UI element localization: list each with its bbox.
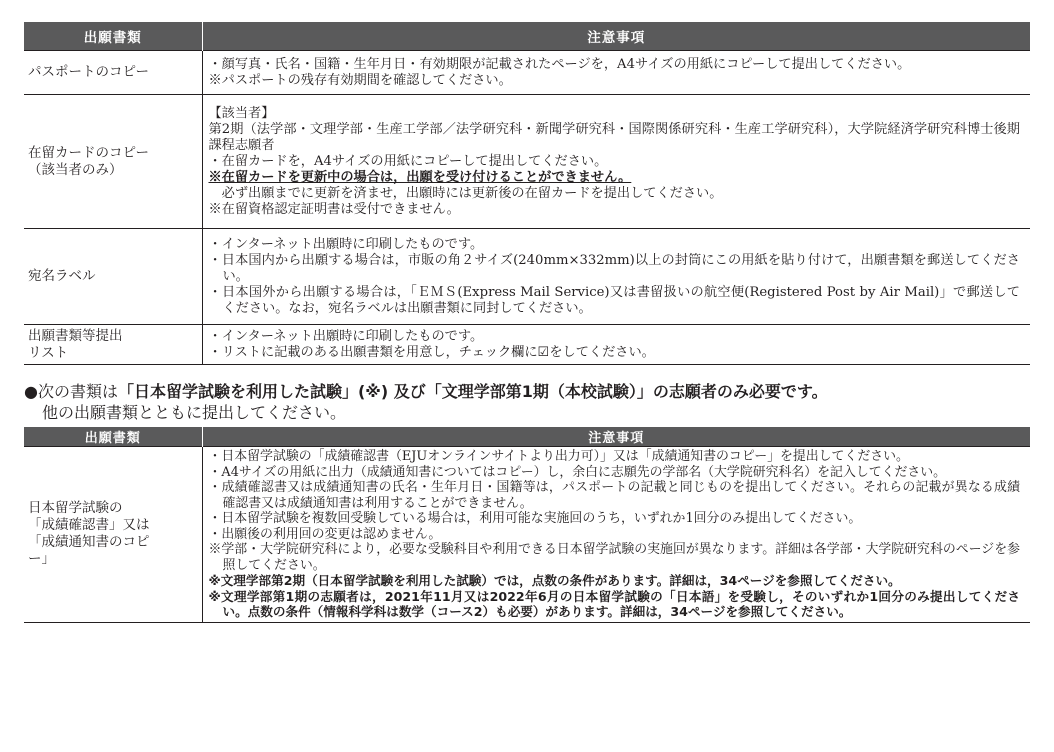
note-line: ※在留資格認定証明書は受付できません。 bbox=[208, 201, 460, 217]
table-row-passport bbox=[24, 51, 1030, 95]
label-line: 日本留学試験の bbox=[28, 500, 123, 517]
label-line: 宛名ラベル bbox=[28, 268, 96, 284]
label-line: （該当者のみ） bbox=[28, 161, 123, 178]
note-line: ・顔写真・氏名・国籍・生年月日・有効期限が記載されたページを，A4サイズの用紙にコピーして提出してください。 bbox=[208, 56, 911, 72]
note-line: ・日本留学試験を複数回受験している場合は，利用可能な実施回のうち，いずれか1回分のみ提出してください。 bbox=[208, 511, 862, 526]
table-row-submission-list bbox=[24, 325, 1030, 365]
row-notes bbox=[202, 95, 1030, 229]
note-line: 必ず出願までに更新を済ませ，出願時には更新後の在留カードを提出してください。 bbox=[208, 185, 723, 201]
row-label bbox=[24, 51, 202, 95]
row-label bbox=[24, 325, 202, 365]
row-label bbox=[24, 447, 202, 623]
note-line: ※パスポートの残存有効期間を確認してください。 bbox=[208, 72, 512, 88]
note-line-warning: ※在留カードを更新中の場合は，出願を受け付けることができません。 bbox=[208, 169, 632, 185]
table-row-eju-score bbox=[24, 447, 1030, 623]
heading-lead: ●次の書類は bbox=[24, 382, 118, 401]
header-notes: 注意事項 bbox=[202, 22, 1030, 51]
note-line: ・リストに記載のある出願書類を用意し，チェック欄に☑をしてください。 bbox=[208, 344, 655, 360]
documents-table bbox=[24, 22, 1030, 365]
header-notes: 注意事項 bbox=[202, 427, 1030, 447]
row-label bbox=[24, 95, 202, 229]
note-line: 【該当者】 bbox=[208, 105, 275, 121]
label-line: パスポートのコピー bbox=[28, 64, 149, 80]
note-line-bold: ※文理学部第1期の志願者は，2021年11月又は2022年6月の日本留学試験の「日本語」を受験し，そのいずれか1回分のみ提出してください。点数の条件（情報科学科は数学（コース2）も必要）があります。詳細は，34ページを参照してください。 bbox=[208, 588, 1020, 619]
header-documents: 出願書類 bbox=[24, 427, 202, 447]
note-line: ・A4サイズの用紙に出力（成績通知書についてはコピー）し，余白に志願先の学部名（大学院研究科名）を記入してください。 bbox=[208, 464, 947, 480]
heading-second-line: 他の出願書類とともに提出してください。 bbox=[42, 403, 347, 422]
note-line: ・日本国内から出願する場合は，市販の角２サイズ(240mm×332mm)以上の封筒にこの用紙を貼り付けて，出願書類を郵送してください。 bbox=[208, 252, 1020, 284]
row-notes bbox=[202, 325, 1030, 365]
label-line: リスト bbox=[28, 344, 69, 361]
note-line: 第2期（法学部・文理学部・生産工学部／法学研究科・新聞学研究科・国際関係研究科・生産工学研究科），大学院経済学研究科博士後期課程志願者 bbox=[208, 121, 1020, 153]
row-notes bbox=[202, 229, 1030, 325]
row-notes bbox=[202, 51, 1030, 95]
note-line: ・日本留学試験の「成績確認書（EJUオンラインサイトより出力可）」又は「成績通知書のコピー」を提出してください。 bbox=[208, 449, 909, 464]
note-line: ・インターネット出願時に印刷したものです。 bbox=[208, 236, 484, 252]
table-header-row bbox=[24, 22, 1030, 51]
row-notes bbox=[202, 447, 1030, 623]
table-header-row bbox=[24, 427, 1030, 447]
label-line: ー」 bbox=[28, 551, 55, 568]
section-heading bbox=[24, 381, 1030, 423]
label-line: 出願書類等提出 bbox=[28, 327, 123, 344]
row-label bbox=[24, 229, 202, 325]
page bbox=[24, 22, 1030, 623]
note-line: ※学部・大学院研究科により，必要な受験科目や利用できる日本留学試験の実施回が異なります。詳細は各学部・大学院研究科のページを参照してください。 bbox=[208, 542, 1020, 573]
eju-documents-table bbox=[24, 427, 1030, 623]
label-line: 「成績確認書」又は bbox=[28, 517, 150, 534]
label-line: 「成績通知書のコピ bbox=[28, 534, 150, 551]
heading-bold: 「日本留学試験を利用した試験」(※) 及び「文理学部第1期（本校試験）」の志願者のみ必要です。 bbox=[117, 382, 828, 401]
note-line: ・在留カードを，A4サイズの用紙にコピーして提出してください。 bbox=[208, 153, 608, 169]
note-line: ・日本国外から出願する場合は，「ＥＭＳ(Express Mail Service)又は書留扱いの航空便(Registered Post by Air Mail)」で郵送してください。なお，宛名ラベルは出願書類に同封してください。 bbox=[208, 284, 1020, 316]
table-row-address-label bbox=[24, 229, 1030, 325]
note-line-bold: ※文理学部第2期（日本留学試験を利用した試験）では，点数の条件があります。詳細は，34ページを参照してください。 bbox=[208, 573, 901, 588]
table-row-residence-card bbox=[24, 95, 1030, 229]
label-line: 在留カードのコピー bbox=[28, 144, 149, 161]
note-line: ・成績確認書又は成績通知書の氏名・生年月日・国籍等は，パスポートの記載と同じものを提出してください。それらの記載が異なる成績確認書又は成績通知書は利用することができません。 bbox=[208, 480, 1020, 511]
note-line: ・出願後の利用回の変更は認めません。 bbox=[208, 526, 442, 542]
header-documents: 出願書類 bbox=[24, 22, 202, 51]
note-line: ・インターネット出願時に印刷したものです。 bbox=[208, 328, 484, 344]
